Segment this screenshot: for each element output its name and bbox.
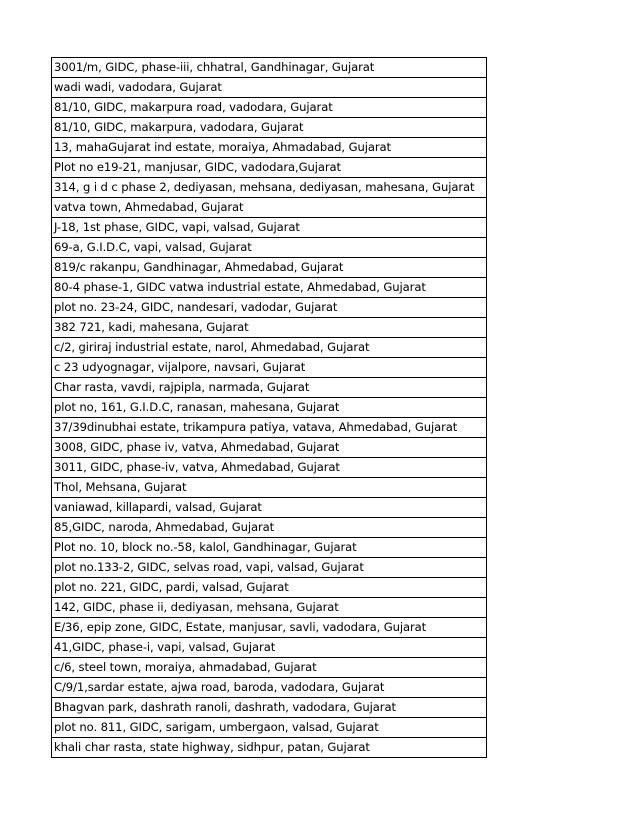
table-row xyxy=(52,698,487,718)
table-row xyxy=(52,278,487,298)
address-cell: 142, GIDC, phase ii, dediyasan, mehsana, Gujarat xyxy=(52,598,487,618)
table-row xyxy=(52,318,487,338)
address-cell: 80-4 phase-1, GIDC vatwa industrial estate, Ahmedabad, Gujarat xyxy=(52,278,487,298)
address-cell: wadi wadi, vadodara, Gujarat xyxy=(52,78,487,98)
address-cell: Plot no e19-21, manjusar, GIDC, vadodara,Gujarat xyxy=(52,158,487,178)
address-cell: khali char rasta, state highway, sidhpur, patan, Gujarat xyxy=(52,738,487,758)
address-cell: c 23 udyognagar, vijalpore, navsari, Gujarat xyxy=(52,358,487,378)
address-cell: vatva town, Ahmedabad, Gujarat xyxy=(52,198,487,218)
table-row xyxy=(52,478,487,498)
address-cell: 3011, GIDC, phase-iv, vatva, Ahmedabad, Gujarat xyxy=(52,458,487,478)
table-row xyxy=(52,238,487,258)
address-table-body xyxy=(52,58,487,758)
address-cell: plot no. 23-24, GIDC, nandesari, vadodar, Gujarat xyxy=(52,298,487,318)
address-sheet xyxy=(51,57,487,758)
address-cell: Thol, Mehsana, Gujarat xyxy=(52,478,487,498)
table-row xyxy=(52,498,487,518)
address-cell: 3001/m, GIDC, phase-iii, chhatral, Gandhinagar, Gujarat xyxy=(52,58,487,78)
address-cell: 85,GIDC, naroda, Ahmedabad, Gujarat xyxy=(52,518,487,538)
table-row xyxy=(52,338,487,358)
address-cell: 314, g i d c phase 2, dediyasan, mehsana, dediyasan, mahesana, Gujarat xyxy=(52,178,487,198)
address-cell: 819/c rakanpu, Gandhinagar, Ahmedabad, Gujarat xyxy=(52,258,487,278)
table-row xyxy=(52,358,487,378)
address-cell: Char rasta, vavdi, rajpipla, narmada, Gujarat xyxy=(52,378,487,398)
address-cell: Bhagvan park, dashrath ranoli, dashrath, vadodara, Gujarat xyxy=(52,698,487,718)
address-cell: plot no. 221, GIDC, pardi, valsad, Gujarat xyxy=(52,578,487,598)
table-row xyxy=(52,538,487,558)
table-row xyxy=(52,218,487,238)
address-cell: vaniawad, killapardi, valsad, Gujarat xyxy=(52,498,487,518)
table-row xyxy=(52,438,487,458)
address-cell: 81/10, GIDC, makarpura road, vadodara, Gujarat xyxy=(52,98,487,118)
table-row xyxy=(52,598,487,618)
table-row xyxy=(52,178,487,198)
address-cell: C/9/1,sardar estate, ajwa road, baroda, vadodara, Gujarat xyxy=(52,678,487,698)
table-row xyxy=(52,458,487,478)
address-cell: c/6, steel town, moraiya, ahmadabad, Gujarat xyxy=(52,658,487,678)
address-cell: c/2, giriraj industrial estate, narol, Ahmedabad, Gujarat xyxy=(52,338,487,358)
table-row xyxy=(52,198,487,218)
table-row xyxy=(52,378,487,398)
table-row xyxy=(52,658,487,678)
table-row xyxy=(52,58,487,78)
address-cell: J-18, 1st phase, GIDC, vapi, valsad, Gujarat xyxy=(52,218,487,238)
address-cell: plot no, 161, G.I.D.C, ranasan, mahesana, Gujarat xyxy=(52,398,487,418)
table-row xyxy=(52,78,487,98)
address-cell: 69-a, G.I.D.C, vapi, valsad, Gujarat xyxy=(52,238,487,258)
table-row xyxy=(52,138,487,158)
table-row xyxy=(52,158,487,178)
address-cell: 81/10, GIDC, makarpura, vadodara, Gujarat xyxy=(52,118,487,138)
table-row xyxy=(52,118,487,138)
table-row xyxy=(52,718,487,738)
address-cell: 13, mahaGujarat ind estate, moraiya, Ahmadabad, Gujarat xyxy=(52,138,487,158)
address-cell: 382 721, kadi, mahesana, Gujarat xyxy=(52,318,487,338)
address-cell: 41,GIDC, phase-i, vapi, valsad, Gujarat xyxy=(52,638,487,658)
address-cell: E/36, epip zone, GIDC, Estate, manjusar, savli, vadodara, Gujarat xyxy=(52,618,487,638)
table-row xyxy=(52,398,487,418)
table-row xyxy=(52,298,487,318)
table-row xyxy=(52,558,487,578)
address-cell: plot no. 811, GIDC, sarigam, umbergaon, valsad, Gujarat xyxy=(52,718,487,738)
address-table xyxy=(51,57,487,758)
address-cell: Plot no. 10, block no.-58, kalol, Gandhinagar, Gujarat xyxy=(52,538,487,558)
address-cell: 3008, GIDC, phase iv, vatva, Ahmedabad, Gujarat xyxy=(52,438,487,458)
address-cell: plot no.133-2, GIDC, selvas road, vapi, valsad, Gujarat xyxy=(52,558,487,578)
table-row xyxy=(52,618,487,638)
table-row xyxy=(52,518,487,538)
table-row xyxy=(52,418,487,438)
table-row xyxy=(52,638,487,658)
table-row xyxy=(52,738,487,758)
table-row xyxy=(52,678,487,698)
table-row xyxy=(52,578,487,598)
table-row xyxy=(52,258,487,278)
address-cell: 37/39dinubhai estate, trikampura patiya, vatava, Ahmedabad, Gujarat xyxy=(52,418,487,438)
table-row xyxy=(52,98,487,118)
